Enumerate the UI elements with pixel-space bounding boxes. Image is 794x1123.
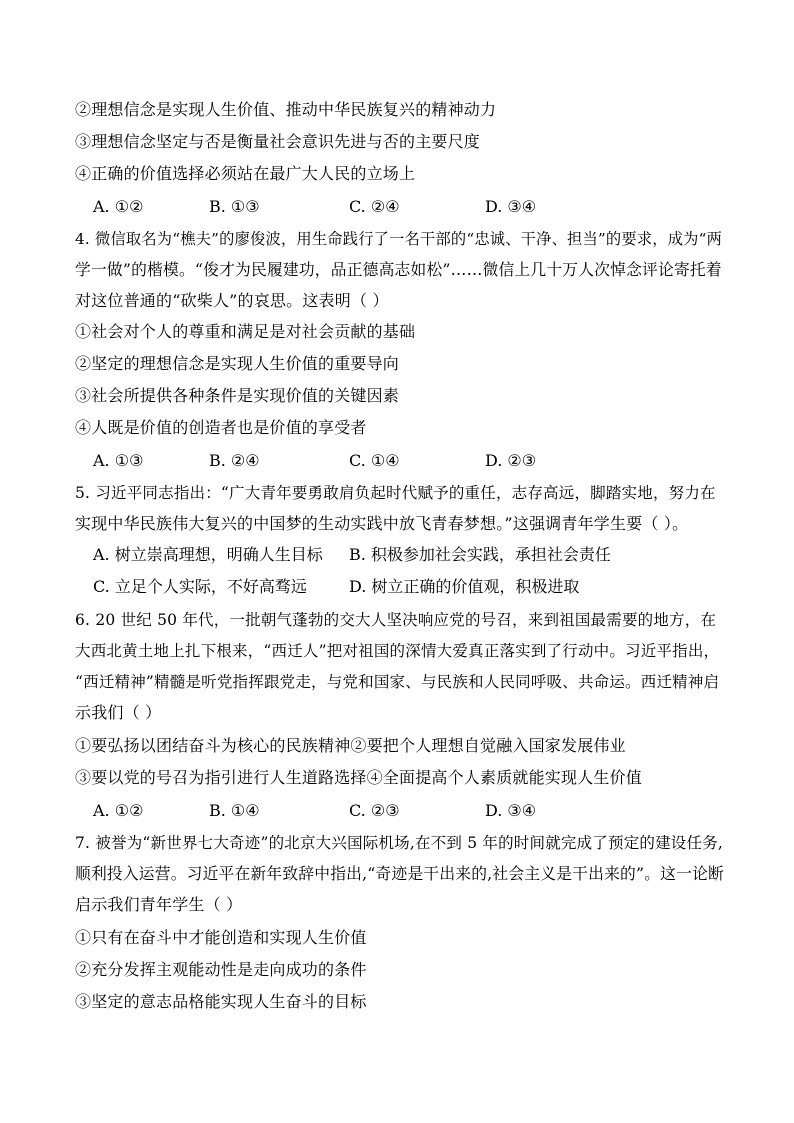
q5-option-a: A. 树立崇高理想，明确人生目标 — [93, 545, 323, 564]
q3-option-c: C. ②④ — [349, 197, 400, 216]
q3-option-a: A. ①② — [93, 197, 144, 216]
q6-stem-line2: 大西北黄土地上扎下根来，“西迁人”把对祖国的深情大爱真正落实到了行动中。习近平指出， — [75, 642, 720, 660]
q4-option-d: D. ②③ — [485, 451, 537, 470]
q7-stem-line3: 启示我们青年学生（ ） — [75, 895, 243, 914]
q4-statement-4: ④人既是价值的创造者也是价值的享受者 — [75, 418, 367, 437]
q7-statement-3: ③坚定的意志品格能实现人生奋斗的目标 — [75, 992, 367, 1011]
q5-stem-line2: 实现中华民族伟大复兴的中国梦的生动实践中放飞青春梦想。”这强调青年学生要（ ）。 — [75, 514, 689, 533]
q7-stem-line2: 顺利投入运营。习近平在新年致辞中指出,“奇迹是干出来的,社会主义是干出来的”。这一论断 — [75, 864, 724, 883]
q4-option-b: B. ②④ — [209, 451, 260, 470]
q6-statements-3-4: ③要以党的号召为指引进行人生道路选择④全面提高个人素质就能实现人生价值 — [75, 768, 643, 787]
q6-option-a: A. ①② — [93, 801, 144, 820]
q3-statement-4: ④正确的价值选择必须站在最广大人民的立场上 — [75, 164, 416, 183]
q4-stem-line1: 4. 微信取名为“樵夫”的廖俊波，用生命践行了一名干部的“忠诚、干净、担当”的要求，成为“两 — [75, 230, 723, 248]
q6-statements-1-2: ①要弘扬以团结奋斗为核心的民族精神②要把个人理想自觉融入国家发展伟业 — [75, 736, 626, 755]
q4-statement-3: ③社会所提供各种条件是实现价值的关键因素 — [75, 386, 400, 405]
q4-option-c: C. ①④ — [349, 451, 400, 470]
q6-stem-line1: 6. 20 世纪 50 年代，一批朝气蓬勃的交大人坚决响应党的号召，来到祖国最需要的地方，在 — [75, 611, 717, 629]
q4-statement-2: ②坚定的理想信念是实现人生价值的重要导向 — [75, 354, 400, 373]
q4-stem-line3: 对这位普通的“砍柴人”的哀思。这表明（ ） — [75, 291, 389, 310]
q4-stem-line2: 学一做”的楷模。“俊才为民履建功，品正德高志如松”……微信上几十万人次悼念评论寄托着 — [75, 260, 722, 279]
q6-option-c: C. ②③ — [349, 801, 400, 820]
q6-stem-line4: 示我们（ ） — [75, 703, 162, 722]
q3-option-d: D. ③④ — [485, 197, 537, 216]
q5-option-c: C. 立足个人实际，不好高骛远 — [93, 577, 307, 596]
q7-stem-line1: 7. 被誉为“新世界七大奇迹”的北京大兴国际机场,在不到 5 年的时间就完成了预定的建设任务, — [75, 834, 724, 852]
q3-statement-2: ②理想信念是实现人生价值、推动中华民族复兴的精神动力 — [75, 100, 497, 119]
q6-option-d: D. ③④ — [485, 801, 537, 820]
q7-statement-1: ①只有在奋斗中才能创造和实现人生价值 — [75, 928, 367, 947]
q4-statement-1: ①社会对个人的尊重和满足是对社会贡献的基础 — [75, 322, 416, 341]
q5-option-d: D. 树立正确的价值观，积极进取 — [349, 577, 580, 596]
q5-stem-line1: 5. 习近平同志指出：“广大青年要勇敢肩负起时代赋予的重任，志存高远，脚踏实地，努力在 — [75, 484, 716, 502]
q3-option-b: B. ①③ — [209, 197, 260, 216]
q6-stem-line3: “西迁精神”精髓是听党指挥跟党走，与党和国家、与民族和人民同呼吸、共命运。西迁精神启 — [75, 673, 720, 691]
q4-option-a: A. ①③ — [93, 451, 144, 470]
q6-option-b: B. ①④ — [209, 801, 260, 820]
q7-statement-2: ②充分发挥主观能动性是走向成功的条件 — [75, 960, 367, 979]
q3-statement-3: ③理想信念坚定与否是衡量社会意识先进与否的主要尺度 — [75, 132, 481, 151]
q5-option-b: B. 积极参加社会实践，承担社会责任 — [349, 545, 611, 564]
